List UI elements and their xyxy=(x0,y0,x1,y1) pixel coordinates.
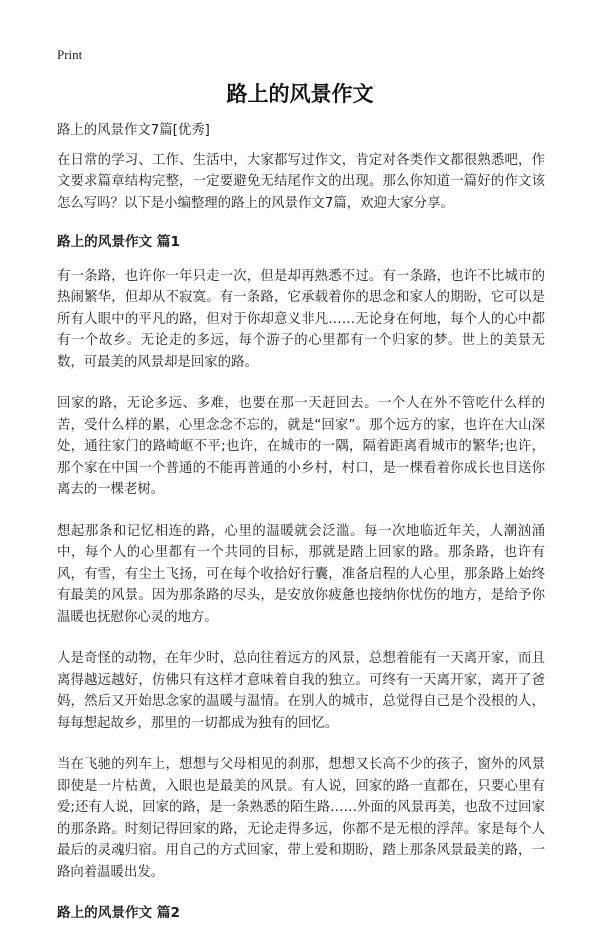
paragraph: 人是奇怪的动物，在年少时，总向往着远方的风景，总想着能有一天离开家，而且离得越远越好，仿佛只有这样才意味着自我的独立。可终有一天离开家，离开了爸妈，然后又开始思念家的温暖与温情。在别人的城市，总觉得自己是个没根的人，每每想起故乡，那里的一切都成为独有的回忆。 xyxy=(57,651,545,731)
paragraph: 当在飞驰的列车上，想想与父母相见的刹那，想想又长高不少的孩子，窗外的风景即使是一片枯黄，入眼也是最美的风景。有人说，回家的路一直都在，只要心里有爱;还有人说，回家的路，是一条熟悉的陌生路……外面的风景再美，也敌不过回家的那条路。时刻记得回家的路，无论走得多远，你都不是无根的浮萍。家是每个人最后的灵魂归宿。用自己的方式回家，带上爱和期盼，踏上那条风景最美的路，一路向着温暖出发。 xyxy=(57,757,545,880)
document-subtitle: 路上的风景作文7篇[优秀] xyxy=(57,123,210,138)
intro-paragraph: 在日常的学习、工作、生活中，大家都写过作文，肯定对各类作文都很熟悉吧，作文要求篇章结构完整，一定要避免无结尾作文的出现。那么你知道一篇好的作文该怎么写吗？以下是小编整理的路上的风景作文7篇，欢迎大家分享。 xyxy=(57,152,545,211)
print-link[interactable]: Print xyxy=(57,47,83,62)
paragraph: 回家的路，无论多远、多难，也要在那一天赶回去。一个人在外不管吃什么样的苦，受什么样的累，心里念念不忘的，就是“回家”。那个远方的家，也许在大山深处，通往家门的路崎岖不平;也许，在城市的一隅，隔着距离看城市的繁华;也许，那个家在中国一个普通的不能再普通的小乡村，村口，是一棵看着你成长也目送你离去的一棵老树。 xyxy=(57,396,545,497)
paragraph: 想起那条和记忆相连的路，心里的温暖就会泛滥。每一次地临近年关，人潮汹涌中，每个人的心里都有一个共同的目标，那就是踏上回家的路。那条路，也许有风，有雪，有尘土飞扬，可在每个收拾好行囊，准备启程的人心里，那条路上始终有最美的风景。因为那条路的尽头，是安放你疲惫也接纳你忧伤的地方，是给予你温暖也抚慰你心灵的地方。 xyxy=(57,523,545,625)
document-title: 路上的风景作文 xyxy=(226,82,374,106)
document-body xyxy=(57,120,545,937)
paragraph: 有一条路，也许你一年只走一次，但是却再熟悉不过。有一条路，也许不比城市的热闹繁华，但却从不寂寞。有一条路，它承载着你的思念和家人的期盼，它可以是所有人眼中的平凡的路，但对于你却意义非凡……无论身在何地，每个人的心中都有一个故乡。无论走的多远，每个游子的心里都有一个归家的梦。世上的美景无数，可最美的风景却是回家的路。 xyxy=(57,268,545,370)
section-heading-2: 路上的风景作文 篇2 xyxy=(57,905,180,921)
section-heading-1: 路上的风景作文 篇1 xyxy=(57,234,180,250)
